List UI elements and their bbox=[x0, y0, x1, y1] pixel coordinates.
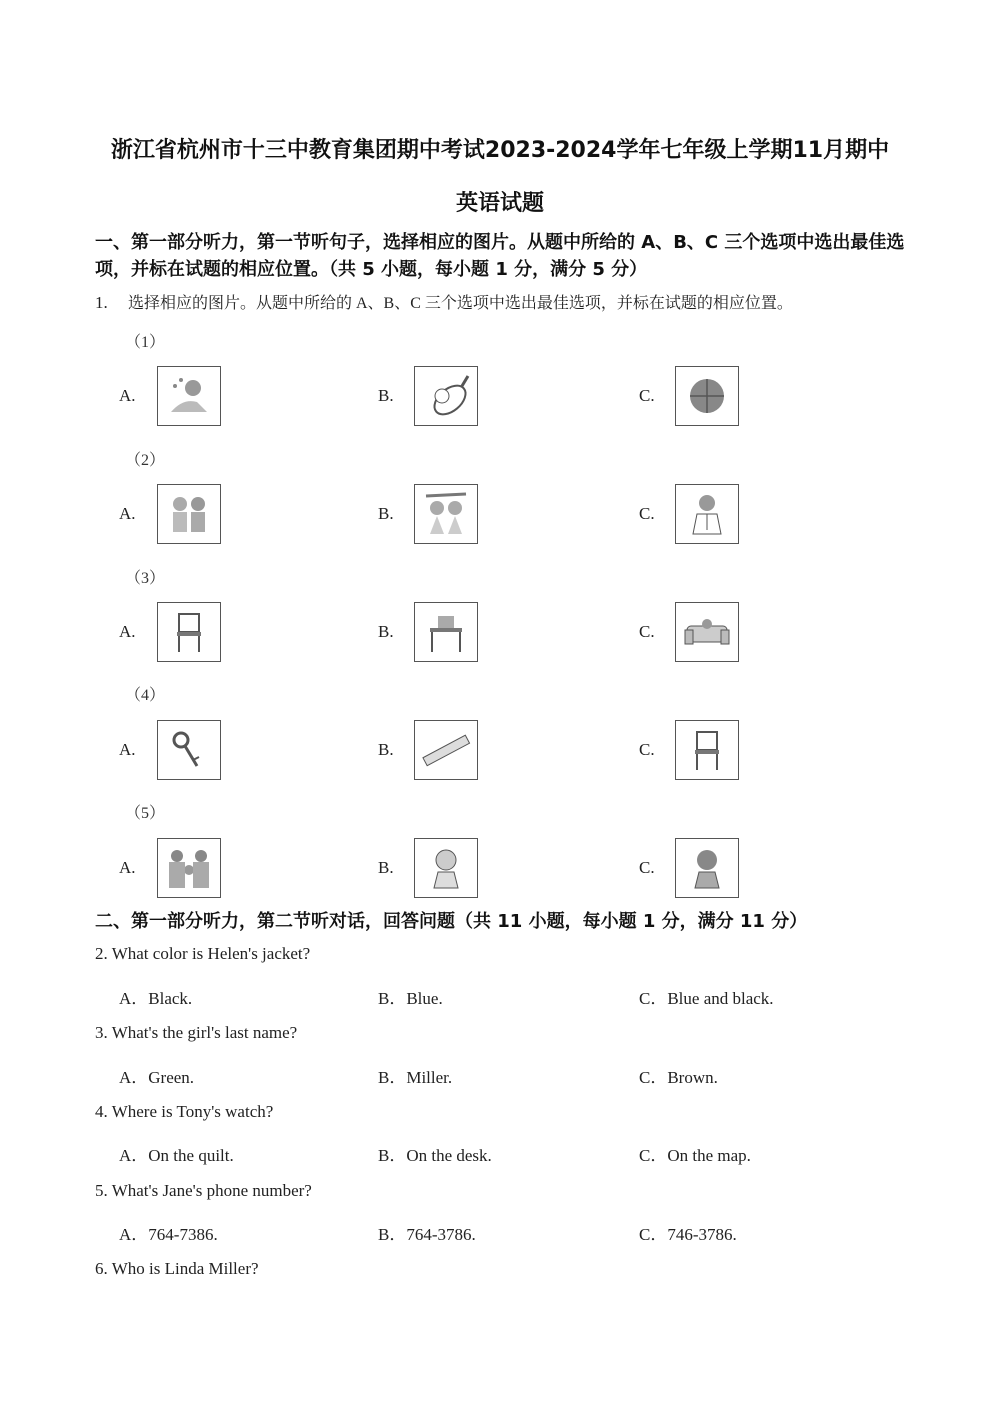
question-2 bbox=[95, 944, 310, 964]
two-children-icon bbox=[163, 490, 215, 538]
option-c[interactable]: C．Brown. bbox=[639, 1068, 718, 1087]
question-1 bbox=[95, 290, 793, 313]
option-b[interactable]: B．Miller. bbox=[378, 1068, 453, 1087]
question-5 bbox=[95, 1181, 312, 1201]
chair-icon bbox=[681, 726, 733, 774]
subquestion-label: （4） bbox=[125, 687, 166, 704]
subquestion-label: （5） bbox=[125, 805, 166, 822]
option-picture[interactable] bbox=[675, 602, 739, 662]
boy-icon bbox=[681, 844, 733, 892]
page-title-line2: 英语试题 bbox=[455, 191, 544, 216]
question-number: 5. bbox=[95, 1181, 108, 1200]
option-letter[interactable]: B. bbox=[378, 740, 394, 759]
page-title-line1: 浙江省杭州市十三中教育集团期中考试2023-2024学年七年级上学期11月期中 bbox=[110, 138, 890, 163]
subquestion-label: （3） bbox=[125, 570, 166, 587]
question-number: 4. bbox=[95, 1102, 108, 1121]
option-picture[interactable] bbox=[414, 484, 478, 544]
option-picture[interactable] bbox=[675, 720, 739, 780]
option-picture[interactable] bbox=[157, 720, 221, 780]
tennis-racket-ball-icon bbox=[420, 372, 472, 420]
option-letter[interactable]: C. bbox=[639, 504, 655, 523]
option-b[interactable]: B．On the desk. bbox=[378, 1146, 492, 1165]
old-man-icon bbox=[420, 844, 472, 892]
option-c[interactable]: C．746-3786. bbox=[639, 1225, 737, 1244]
option-a[interactable]: A．764-7386. bbox=[119, 1225, 218, 1244]
question-number: 1. bbox=[95, 293, 108, 312]
option-b[interactable]: B．Blue. bbox=[378, 989, 443, 1008]
option-letter[interactable]: A. bbox=[119, 740, 136, 759]
boy-washing-icon bbox=[163, 372, 215, 420]
option-letter[interactable]: A. bbox=[119, 504, 136, 523]
option-a[interactable]: A．Black. bbox=[119, 989, 193, 1008]
question-number: 3. bbox=[95, 1023, 108, 1042]
family-group-icon bbox=[163, 844, 215, 892]
option-a[interactable]: A．On the quilt. bbox=[119, 1146, 234, 1165]
option-letter[interactable]: C. bbox=[639, 740, 655, 759]
option-picture[interactable] bbox=[157, 366, 221, 426]
ruler-icon bbox=[420, 726, 472, 774]
option-b[interactable]: B．764-3786. bbox=[378, 1225, 476, 1244]
option-letter[interactable]: A. bbox=[119, 858, 136, 877]
question-text: What's the girl's last name? bbox=[111, 1023, 298, 1042]
option-letter[interactable]: B. bbox=[378, 858, 394, 877]
option-c[interactable]: C．Blue and black. bbox=[639, 989, 774, 1008]
option-picture[interactable] bbox=[675, 484, 739, 544]
question-4 bbox=[95, 1102, 273, 1122]
option-picture[interactable] bbox=[414, 602, 478, 662]
option-letter[interactable]: A. bbox=[119, 622, 136, 641]
option-a[interactable]: A．Green. bbox=[119, 1068, 195, 1087]
option-letter[interactable]: A. bbox=[119, 386, 136, 405]
two-girls-icon bbox=[420, 490, 472, 538]
option-letter[interactable]: C. bbox=[639, 622, 655, 641]
option-picture[interactable] bbox=[414, 838, 478, 898]
basketball-icon bbox=[681, 372, 733, 420]
option-picture[interactable] bbox=[414, 366, 478, 426]
option-picture[interactable] bbox=[157, 602, 221, 662]
question-number: 2. bbox=[95, 944, 108, 963]
question-number: 6. bbox=[95, 1259, 108, 1278]
option-letter[interactable]: C. bbox=[639, 386, 655, 405]
section2-heading: 二、第一部分听力，第二节听对话，回答问题（共 11 小题，每小题 1 分，满分 11 分） bbox=[95, 911, 808, 932]
option-picture[interactable] bbox=[675, 366, 739, 426]
question-text: Who is Linda Miller? bbox=[111, 1259, 259, 1278]
man-in-suit-icon bbox=[681, 490, 733, 538]
subquestion-label: （2） bbox=[125, 452, 166, 469]
option-letter[interactable]: B. bbox=[378, 622, 394, 641]
keys-icon bbox=[163, 726, 215, 774]
question-text: Where is Tony's watch? bbox=[111, 1102, 274, 1121]
option-picture[interactable] bbox=[157, 838, 221, 898]
option-letter[interactable]: B. bbox=[378, 386, 394, 405]
option-picture[interactable] bbox=[675, 838, 739, 898]
subquestion-label: （1） bbox=[125, 334, 166, 351]
option-picture[interactable] bbox=[157, 484, 221, 544]
question-6 bbox=[95, 1259, 259, 1279]
desk-with-items-icon bbox=[420, 608, 472, 656]
section1-heading: 一、第一部分听力，第一节听句子，选择相应的图片。从题中所给的 A、B、C 三个选项中选出最佳选项，并标在试题的相应位置。（共 5 小题，每小题 1 分，满分 5 分） bbox=[95, 232, 905, 280]
question-text: What color is Helen's jacket? bbox=[111, 944, 311, 963]
option-picture[interactable] bbox=[414, 720, 478, 780]
option-letter[interactable]: B. bbox=[378, 504, 394, 523]
question-text: What's Jane's phone number? bbox=[111, 1181, 312, 1200]
option-c[interactable]: C．On the map. bbox=[639, 1146, 751, 1165]
question-3 bbox=[95, 1023, 297, 1043]
option-letter[interactable]: C. bbox=[639, 858, 655, 877]
sofa-icon bbox=[681, 608, 733, 656]
question-text: 选择相应的图片。从题中所给的 A、B、C 三个选项中选出最佳选项，并标在试题的相应位置。 bbox=[128, 295, 793, 312]
chair-icon bbox=[163, 608, 215, 656]
